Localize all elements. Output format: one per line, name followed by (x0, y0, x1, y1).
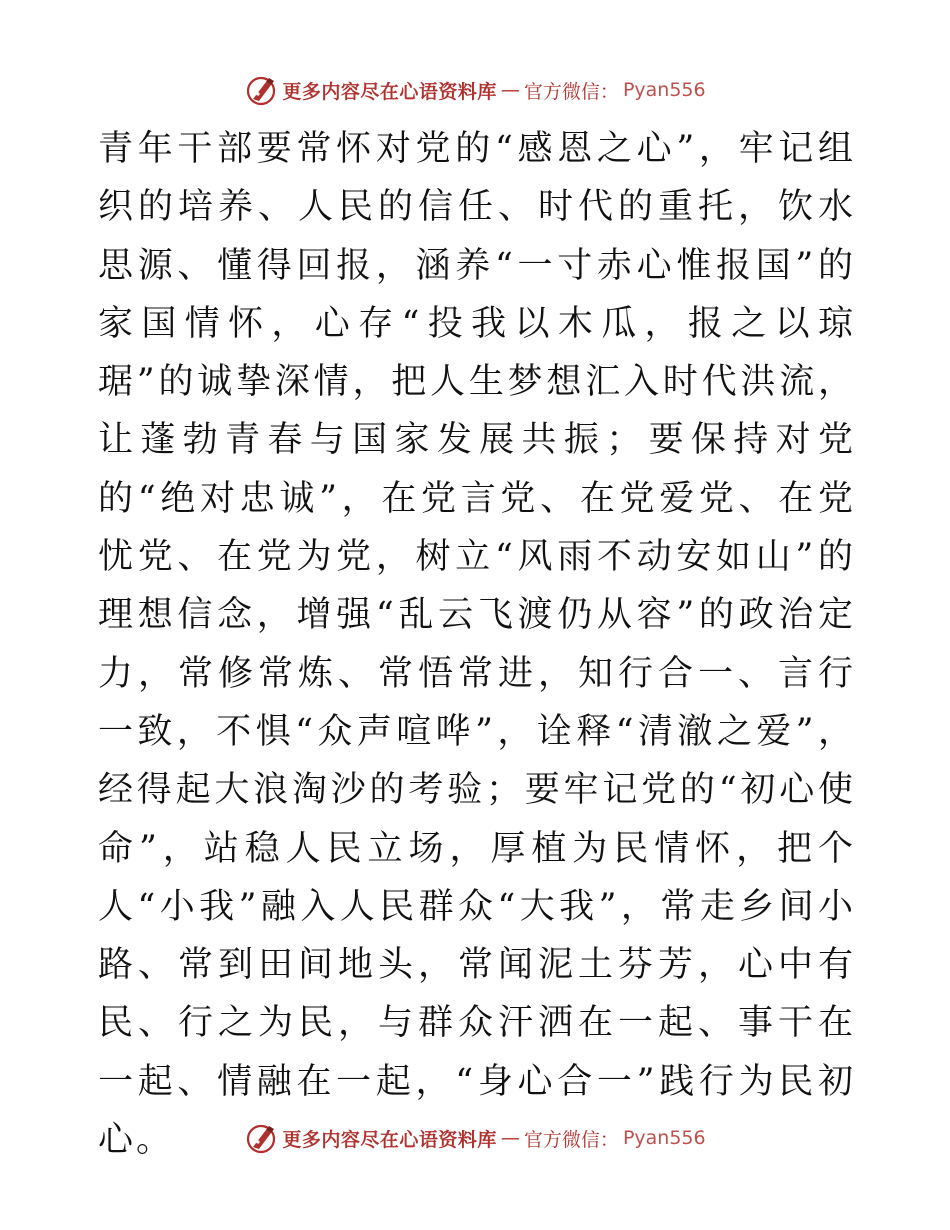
footer-account-id: Pyan556 (622, 1127, 706, 1149)
footer-brand-text: 更多内容尽在心语资料库 (282, 1128, 497, 1151)
footer-separator: — (500, 1127, 520, 1149)
header-separator: — (500, 79, 520, 101)
document-paragraph: 青年干部要常怀对党的“感恩之心”，牢记组织的培养、人民的信任、时代的重托，饮水思源、懂得回报，涵养“一寸赤心惟报国”的家国情怀，心存“投我以木瓜，报之以琼琚”的诚挚深情，把人生梦想汇入时代洪流，让蓬勃青春与国家发展共振；要保持对党的“绝对忠诚”，在党言党、在党爱党、在党忧党、在党为党，树立“风雨不动安如山”的理想信念，增强“乱云飞渡仍从容”的政治定力，常修常炼、常悟常进，知行合一、言行一致，不惧“众声喧哗”，诠释“清澈之爱”，经得起大浪淘沙的考验；要牢记党的“初心使命”，站稳人民立场，厚植为民情怀，把个人“小我”融入人民群众“大我”，常走乡间小路、常到田间地头，常闻泥土芬芳，心中有民、行之为民，与群众汗洒在一起、事干在一起、情融在一起，“身心合一”践行为民初心。 (98, 129, 856, 1161)
header-brand-text: 更多内容尽在心语资料库 (282, 80, 497, 103)
pen-nib-logo-icon (244, 1121, 278, 1155)
page-header (0, 70, 950, 110)
header-official-label: 官方微信： (523, 80, 619, 103)
header-watermark (244, 73, 705, 107)
pen-nib-logo-icon (244, 73, 278, 107)
header-account-id: Pyan556 (622, 79, 706, 101)
footer-official-label: 官方微信： (523, 1128, 619, 1151)
page-footer (0, 1118, 950, 1158)
footer-watermark (244, 1121, 705, 1155)
